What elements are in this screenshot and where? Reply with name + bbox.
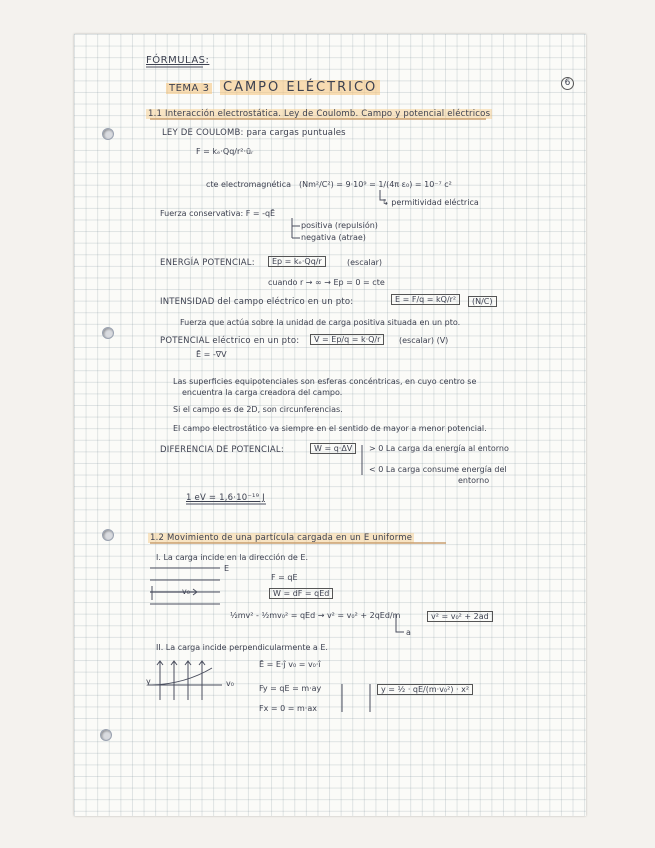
ke-value: (Nm²/C²) = 9·10⁹ = 1/(4π ε₀) = 10⁻⁷ c²	[299, 180, 452, 189]
case-positive: > 0 La carga da energía al entorno	[369, 444, 509, 453]
field-direction: El campo electrostático va siempre en el sentido de mayor a menor potencial.	[173, 424, 487, 433]
potential-difference-heading: DIFERENCIA DE POTENCIAL:	[160, 445, 284, 455]
electronvolt: 1 eV = 1,6·10⁻¹⁹ J	[186, 493, 265, 503]
ke-label: cte electromagnética	[206, 180, 292, 189]
tema-label: TEMA 3	[166, 83, 212, 94]
equipotential-line3: Si el campo es de 2D, son circunferencias.	[173, 405, 343, 414]
ep-formula: Ep = kₑ·Qq/r	[268, 256, 326, 267]
fig1-v0-label: v₀	[182, 587, 190, 596]
equipotential-line1: Las superficies equipotenciales son esferas concéntricas, en cuyo centro se	[173, 377, 477, 386]
acceleration-label: a	[406, 628, 411, 637]
case-negative-cont: entorno	[458, 476, 490, 485]
case-ii-heading: II. La carga incide perpendicularmente a E.	[156, 643, 328, 652]
fx-equation: Fx = 0 = m·ax	[259, 704, 317, 713]
page-mark: 6	[561, 77, 574, 90]
permittivity-note: ↳ permitividad eléctrica	[382, 198, 479, 207]
e-v0-vectors: Ē = E·ĵ v₀ = v₀·î	[259, 660, 321, 669]
energy-heading: ENERGÍA POTENCIAL:	[160, 258, 255, 268]
ep-scalar: (escalar)	[347, 258, 383, 267]
f-qe: F = qE	[271, 573, 298, 582]
section1-title: 1.1 Interacción electrostática. Ley de Coulomb. Campo y potencial eléctricos	[148, 109, 491, 119]
conservative-force: Fuerza conservativa: F = -qĒ	[160, 209, 276, 218]
positive-case: positiva (repulsión)	[301, 221, 378, 230]
e-gradient: Ē = -∇V	[196, 350, 227, 359]
case-negative: < 0 La carga consume energía del	[369, 465, 507, 474]
equipotential-line2: encuentra la carga creadora del campo.	[182, 388, 343, 397]
coulomb-law: LEY DE COULOMB: para cargas puntuales	[162, 128, 346, 138]
coulomb-formula: F = kₑ·Qq/r²·ūᵣ	[196, 147, 254, 156]
energy-equation: ½mv² - ½mv₀² = qEd → v² = v₀² + 2qEd/m	[230, 611, 401, 620]
case-i-heading: I. La carga incide en la dirección de E.	[156, 553, 308, 562]
intensity-heading: INTENSIDAD del campo eléctrico en un pto:	[160, 297, 354, 307]
e-formula: E = F/q = kQ/r²	[391, 294, 460, 305]
formulas-heading: FÓRMULAS:	[146, 55, 210, 66]
fig2-y-label: y	[146, 677, 151, 686]
ep-limit: cuando r → ∞ → Ep = 0 = cte	[268, 278, 385, 287]
v-scalar: (escalar) (V)	[399, 336, 449, 345]
negative-case: negativa (atrae)	[301, 233, 366, 242]
v-formula: V = Ep/q = k·Q/r	[310, 334, 384, 345]
fig1-e-label: E	[224, 564, 230, 573]
fig2-v0-label: v₀	[226, 679, 234, 688]
section2-title: 1.2 Movimiento de una partícula cargada en un E uniforme	[150, 533, 413, 543]
w-fd: W = dF = qEd	[269, 588, 333, 599]
topic-title: CAMPO ELÉCTRICO	[220, 80, 380, 95]
trajectory-equation: y = ½ · qE/(m·v₀²) · x²	[377, 684, 473, 695]
e-units: (N/C)	[468, 296, 497, 307]
potential-heading: POTENCIAL eléctrico en un pto:	[160, 336, 300, 346]
kinematic-result: v² = v₀² + 2ad	[427, 611, 493, 622]
fy-equation: Fy = qE = m·ay	[259, 684, 322, 693]
w-formula: W = q·ΔV	[310, 443, 356, 454]
force-description: Fuerza que actúa sobre la unidad de carga positiva situada en un pto.	[180, 318, 461, 327]
